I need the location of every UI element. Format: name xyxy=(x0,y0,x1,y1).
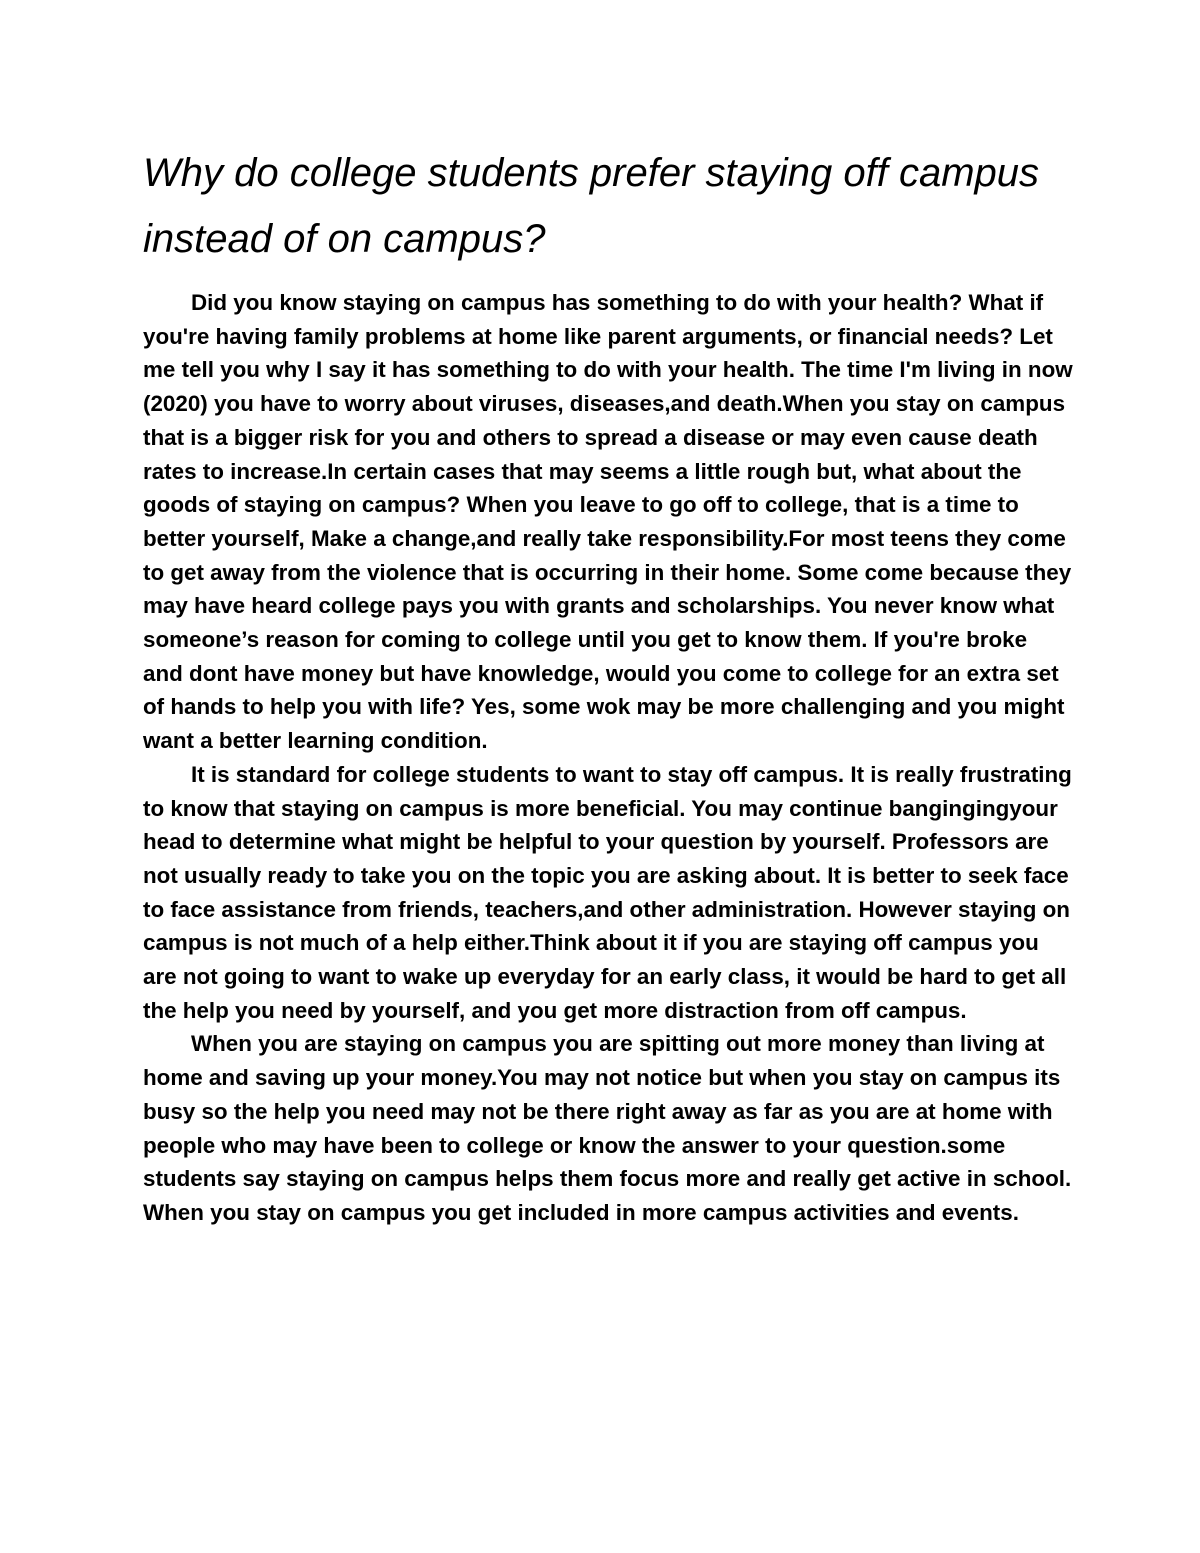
paragraph-health: Did you know staying on campus has something to do with your health? What if you're having family problems at home like parent arguments, or financial needs? Let me tell you why I say it has something to do with your health. The time I'm living in now (2020) you have to worry about viruses, diseases,and death.When you stay on campus that is a bigger risk for you and others to spread a disease or may even cause death rates to increase.In certain cases that may seems a little rough but, what about the goods of staying on campus? When you leave to go off to college, that is a time to better yourself, Make a change,and really take responsibility.For most teens they come to get away from the violence that is occurring in their home. Some come because they may have heard college pays you with grants and scholarships. You never know what someone’s reason for coming to college until you get to know them. If you're broke and dont have money but have knowledge, would you come to college for an extra set of hands to help you with life? Yes, some wok may be more challenging and you might want a better learning condition. xyxy=(143,290,1073,754)
document-content xyxy=(143,140,1073,1230)
paragraph-on-campus: When you are staying on campus you are spitting out more money than living at home and saving up your money.You may not notice but when you stay on campus its busy so the help you need may not be there right away as far as you are at home with people who may have been to college or know the answer to your question.some students say staying on campus helps them focus more and really get active in school. When you stay on campus you get included in more campus activities and events. xyxy=(143,1031,1072,1225)
paragraph-off-campus: It is standard for college students to want to stay off campus. It is really frustrating to know that staying on campus is more beneficial. You may continue bangingingyour head to determine what might be helpful to your question by yourself. Professors are not usually ready to take you on the topic you are asking about. It is better to seek face to face assistance from friends, teachers,and other administration. However staying on campus is not much of a help either.Think about it if you are staying off campus you are not going to want to wake up everyday for an early class, it would be hard to get all the help you need by yourself, and you get more distraction from off campus. xyxy=(143,761,1072,1023)
document-title: Why do college students prefer staying off campus instead of on campus? xyxy=(143,151,1040,261)
